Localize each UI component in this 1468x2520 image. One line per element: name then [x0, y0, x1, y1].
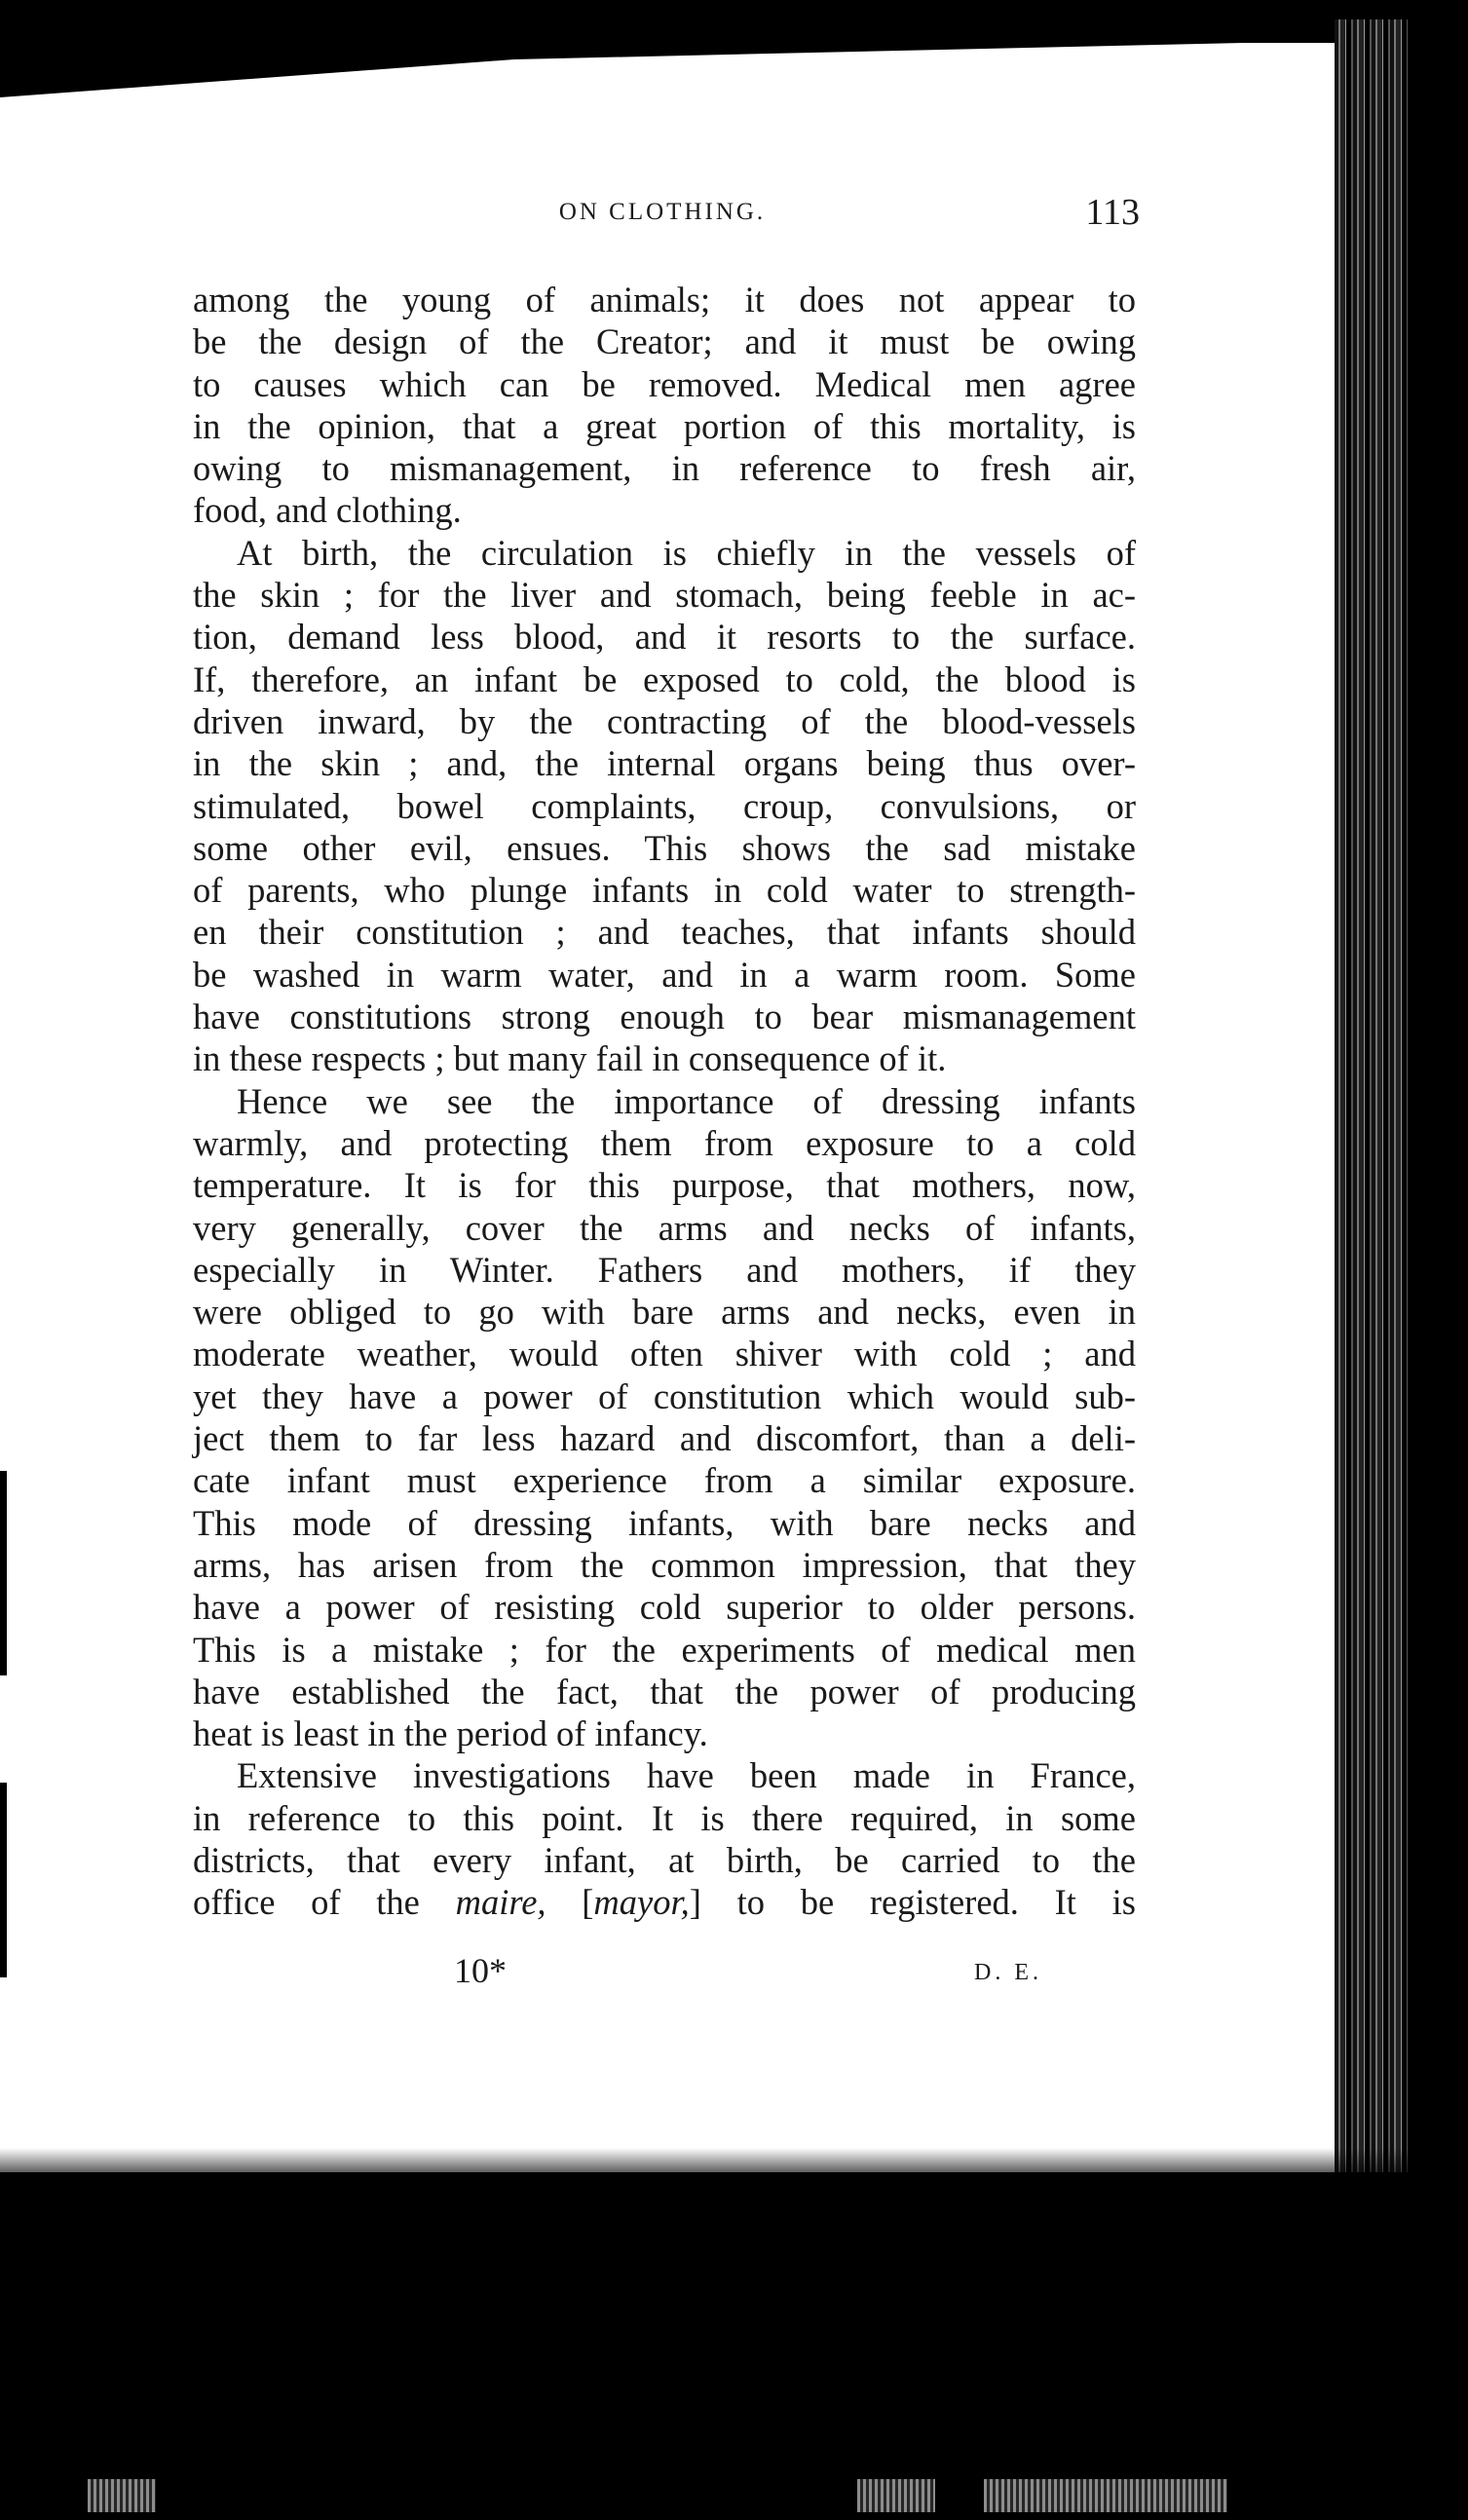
signature-number: 10*: [454, 1951, 507, 1990]
running-head: ON CLOTHING.: [558, 199, 767, 225]
text-line: warmly, and protecting them from exposure to a cold: [193, 1122, 1136, 1163]
text-line: have established the fact, that the power of producing: [193, 1671, 1136, 1711]
text-run: office of the: [193, 1882, 456, 1923]
text-line: This mode of dressing infants, with bare necks and: [193, 1502, 1136, 1543]
text-line: heat is least in the period of infancy.: [193, 1713, 708, 1754]
text-line: have constitutions strong enough to bear mismanagement: [193, 997, 1136, 1037]
text-line: were obliged to go with bare arms and necks, even in: [193, 1292, 1136, 1333]
scan-noise: [857, 2479, 935, 2512]
paragraph: [193, 279, 1136, 532]
scan-left-mark: [0, 1471, 7, 1675]
text-line: in these respects ; but many fail in consequence of it.: [193, 1038, 947, 1079]
italic-word-mayor: mayor,: [593, 1882, 690, 1923]
text-line: temperature. It is for this purpose, that mothers, now,: [193, 1165, 1136, 1206]
page-header: [185, 191, 1140, 240]
text-line: to causes which can be removed. Medical men agree: [193, 363, 1136, 404]
page-number: 113: [1085, 192, 1140, 233]
text-line: be the design of the Creator; and it must be owing: [193, 321, 1136, 362]
text-line: Hence we see the importance of dressing infants: [237, 1080, 1136, 1121]
text-line: of parents, who plunge infants in cold water to strength-: [193, 870, 1136, 911]
paragraph: [193, 1754, 1136, 1923]
text-line: arms, has arisen from the common impression, that they: [193, 1544, 1136, 1585]
text-line: yet they have a power of constitution which would sub-: [193, 1375, 1136, 1416]
text-line: This is a mistake ; for the experiments of medical men: [193, 1629, 1136, 1670]
paragraph: [193, 1080, 1136, 1755]
text-line: ject them to far less hazard and discomfort, than a deli-: [193, 1418, 1136, 1459]
text-line-mixed: [193, 1881, 1136, 1923]
text-run: ] to be registered. It is: [689, 1882, 1136, 1923]
scan-right-edge: [1408, 19, 1468, 2520]
text-line: especially in Winter. Fathers and mothers, if they: [193, 1249, 1136, 1290]
text-line: in the opinion, that a great portion of this mortality, is: [193, 405, 1136, 446]
text-line: cate infant must experience from a similar exposure.: [193, 1460, 1136, 1501]
text-line: the skin ; for the liver and stomach, being feeble in ac-: [193, 575, 1136, 616]
text-line: districts, that every infant, at birth, be carried to the: [193, 1839, 1136, 1880]
text-run: [: [546, 1882, 594, 1923]
text-line: owing to mismanagement, in reference to fresh air,: [193, 448, 1136, 489]
body-text: [193, 279, 1136, 1924]
text-line: among the young of animals; it does not appear to: [193, 280, 1136, 320]
scan-noise: [984, 2479, 1227, 2512]
text-line: en their constitution ; and teaches, that infants should: [193, 912, 1136, 953]
scan-bottom-edge: [0, 2172, 1468, 2520]
text-line: driven inward, by the contracting of the blood-vessels: [193, 700, 1136, 741]
scan-top-edge: [0, 0, 1468, 43]
paragraph: [193, 532, 1136, 1080]
text-line: At birth, the circulation is chiefly in the vessels of: [237, 532, 1136, 573]
scan-top-shadow: [0, 39, 1286, 97]
text-line: some other evil, ensues. This shows the sad mistake: [193, 827, 1136, 868]
signature-letters: D. E.: [974, 1960, 1042, 1985]
scan-left-mark: [0, 1783, 7, 1977]
text-line: be washed in warm water, and in a warm room. Some: [193, 954, 1136, 995]
text-line: stimulated, bowel complaints, croup, convulsions, or: [193, 785, 1136, 826]
scan-noise: [88, 2479, 156, 2512]
italic-word-maire: maire,: [455, 1882, 546, 1923]
signature-line: [193, 1950, 1136, 1999]
text-line: Extensive investigations have been made in France,: [237, 1755, 1136, 1796]
text-line: in the skin ; and, the internal organs being thus over-: [193, 743, 1136, 784]
text-line: in reference to this point. It is there required, in some: [193, 1797, 1136, 1838]
text-line: moderate weather, would often shiver with cold ; and: [193, 1334, 1136, 1374]
text-line: If, therefore, an infant be exposed to cold, the blood is: [193, 658, 1136, 699]
text-line: tion, demand less blood, and it resorts to the surface.: [193, 617, 1136, 658]
text-line: very generally, cover the arms and necks of infants,: [193, 1207, 1136, 1248]
text-line: have a power of resisting cold superior to older persons.: [193, 1587, 1136, 1628]
text-line: food, and clothing.: [193, 490, 462, 531]
